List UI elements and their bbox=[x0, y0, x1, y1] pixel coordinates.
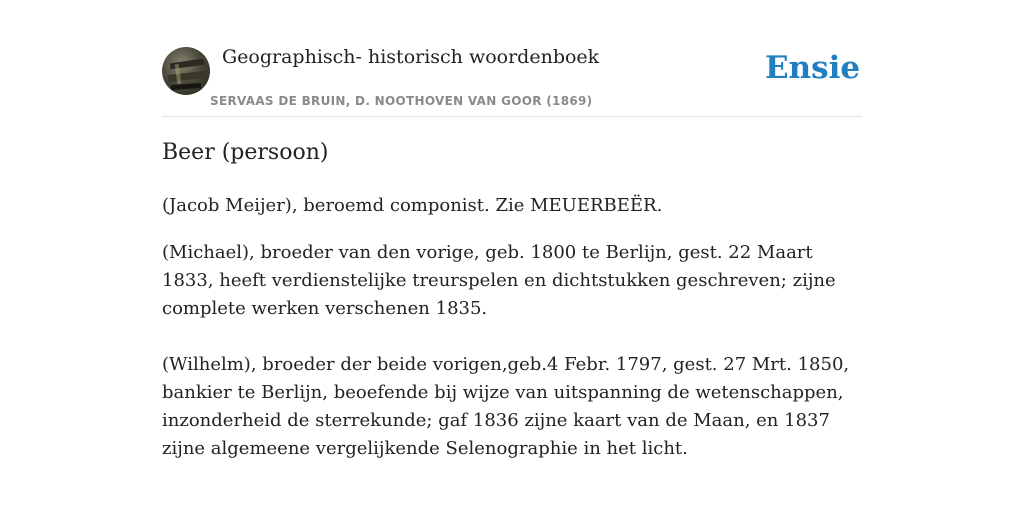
entry-paragraph: (Jacob Meijer), beroemd componist. Zie MEUERBEЁR. bbox=[162, 195, 663, 216]
entry-title: Beer (persoon) bbox=[162, 140, 329, 165]
book-cover-avatar[interactable] bbox=[162, 47, 210, 95]
ensie-logo[interactable]: Ensie bbox=[765, 50, 861, 86]
entry-paragraph: (Michael), broeder van den vorige, geb. 1800 te Berlijn, gest. 22 Maart 1833, heeft verdienstelijke treurspelen en dichtstukken geschreven; zijne complete werken verschenen 1835. bbox=[162, 242, 836, 319]
book-spine-shape bbox=[168, 71, 207, 82]
entry-paragraph: (Wilhelm), broeder der beide vorigen,geb.4 Febr. 1797, gest. 27 Mrt. 1850, bankier te Berlijn, beoefende bij wijze van uitspanning de wetenschappen, inzonderheid de sterrekunde; gaf 1836 zijne kaart van de Maan, en 1837 zijne algemeene vergelijkende Selenographie in het licht. bbox=[162, 354, 850, 459]
page bbox=[162, 0, 862, 512]
book-title-link[interactable]: Geographisch- historisch woordenboek bbox=[222, 46, 600, 68]
book-spine-shape bbox=[171, 83, 201, 90]
book-header bbox=[162, 0, 862, 117]
book-authors-year: SERVAAS DE BRUIN, D. NOOTHOVEN VAN GOOR (1869) bbox=[210, 94, 593, 108]
